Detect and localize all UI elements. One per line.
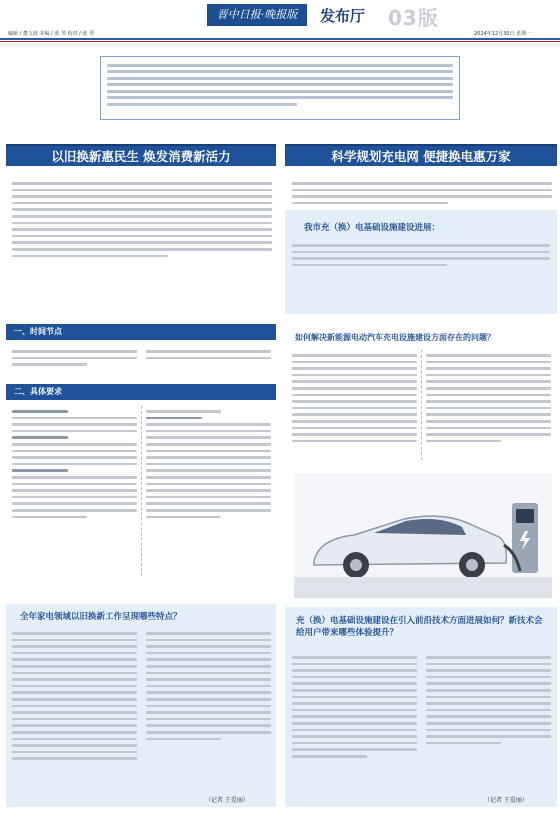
editor-credits: 编辑 / 董文波 美编 / 张 琴 校对 / 张 琴 bbox=[8, 31, 94, 37]
masthead-rule-red bbox=[0, 41, 560, 42]
right-problem-title: 如何解决新能源电动汽车充电设施建设方面存在的问题？ bbox=[295, 333, 495, 342]
section-title: 发布厅 bbox=[320, 7, 366, 25]
left-section-time-nodes: 一、时间节点 bbox=[6, 324, 276, 340]
page-number: 03版 bbox=[388, 6, 439, 30]
ev-charging-illustration bbox=[294, 473, 552, 598]
left-qa-title: 全年家电领域以旧换新工作呈现哪些特点？ bbox=[20, 612, 182, 622]
masthead-rule-blue bbox=[0, 38, 560, 40]
issue-date: 2024年12月30日 星期一 bbox=[474, 31, 532, 37]
lead-box bbox=[100, 56, 460, 120]
left-intro-text bbox=[12, 178, 272, 261]
right-headline: 科学规划充电网 便捷换电惠万家 bbox=[285, 144, 557, 166]
right-tech-title: 充（换）电基础设施建设在引入前沿技术方面进展如何？新技术会给用户带来哪些体验提升？ bbox=[296, 616, 543, 638]
left-author: （记者 王爱丽） bbox=[205, 797, 249, 804]
newspaper-logo: 晋中日报·晚报版 bbox=[207, 4, 307, 26]
right-author: （记者 王爱丽） bbox=[484, 797, 528, 804]
left-headline: 以旧换新惠民生 焕发消费新活力 bbox=[6, 144, 276, 166]
right-progress-title: 我市充（换）电基础设施建设进展： bbox=[304, 223, 441, 233]
left-section-requirements: 二、具体要求 bbox=[6, 384, 276, 400]
masthead bbox=[0, 0, 560, 40]
